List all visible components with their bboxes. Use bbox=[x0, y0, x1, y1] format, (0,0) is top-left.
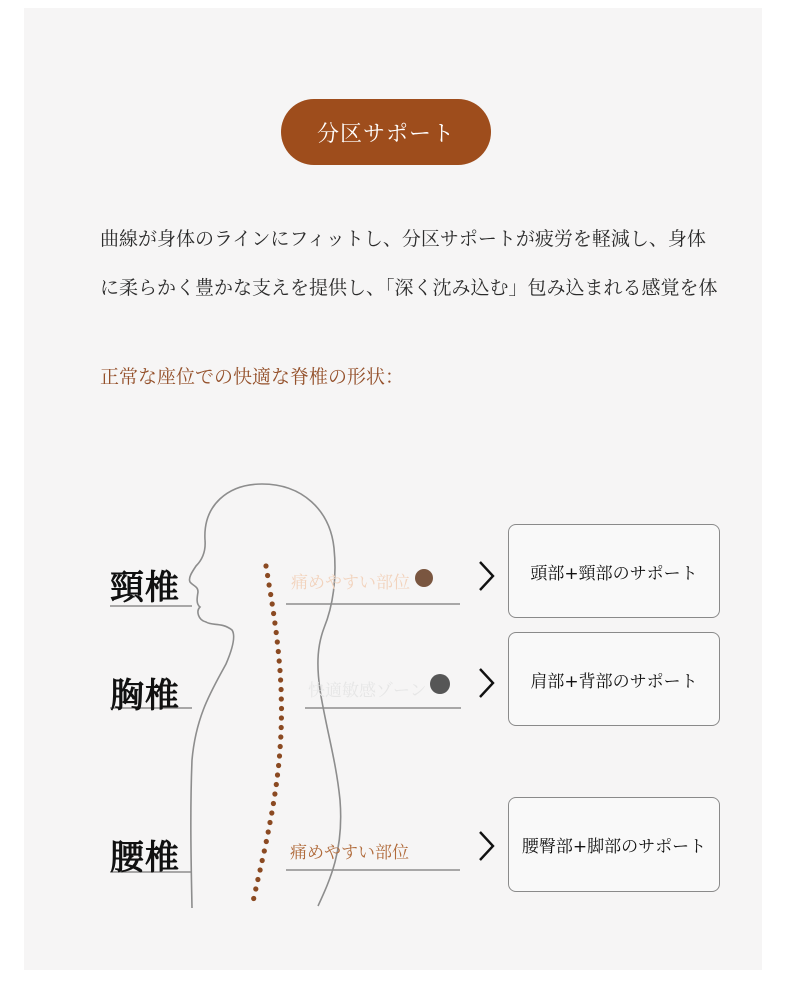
zone-support-badge: 分区サポート bbox=[281, 99, 491, 165]
spine-dot bbox=[253, 886, 258, 891]
chevron-right-icon bbox=[476, 830, 496, 862]
sensor-dot-icon bbox=[430, 674, 450, 694]
chevron-right-icon bbox=[476, 667, 496, 699]
chevron-right-icon bbox=[476, 560, 496, 592]
spine-dot bbox=[267, 820, 272, 825]
spine-dot bbox=[272, 791, 277, 796]
spine-dot bbox=[278, 734, 283, 739]
spine-dot bbox=[279, 687, 284, 692]
spine-dot bbox=[274, 782, 279, 787]
spine-dot bbox=[269, 810, 274, 815]
spine-shape-heading: 正常な座位での快適な脊椎の形状： bbox=[100, 366, 405, 388]
spine-dots bbox=[251, 563, 284, 901]
comfort-zone-note: 快適敏感ゾーン bbox=[308, 681, 427, 701]
sensor-dot-icon bbox=[415, 569, 433, 587]
spine-dot bbox=[277, 668, 282, 673]
spine-dot bbox=[279, 696, 284, 701]
spine-dot bbox=[270, 601, 275, 606]
spine-dot bbox=[268, 592, 273, 597]
spine-dot bbox=[264, 839, 269, 844]
spine-dot bbox=[277, 658, 282, 663]
spine-dot bbox=[251, 896, 256, 901]
description-line-2: に柔らかく豊かな支えを提供し、「深く沈み込む」包み込まれる感覚を体 bbox=[100, 277, 718, 299]
spine-dot bbox=[274, 630, 279, 635]
spine-dot bbox=[275, 639, 280, 644]
spine-dot bbox=[267, 582, 272, 587]
spine-dot bbox=[262, 848, 267, 853]
pain-prone-note: 痛めやすい部位 bbox=[290, 843, 409, 863]
lumbar-label: 腰椎 bbox=[110, 838, 180, 878]
spine-dot bbox=[276, 649, 281, 654]
spine-dot bbox=[266, 829, 271, 834]
spine-dot bbox=[278, 744, 283, 749]
shoulder-back-support-box: 肩部+背部のサポート bbox=[508, 632, 720, 726]
head-neck-support-box: 頭部+頸部のサポート bbox=[508, 524, 720, 618]
spine-dot bbox=[275, 772, 280, 777]
spine-dot bbox=[260, 858, 265, 863]
thoracic-label: 胸椎 bbox=[110, 676, 180, 716]
spine-dot bbox=[276, 763, 281, 768]
spine-dot bbox=[271, 611, 276, 616]
spine-dot bbox=[263, 563, 268, 568]
spine-dot bbox=[271, 801, 276, 806]
spine-dot bbox=[277, 753, 282, 758]
hip-leg-support-box: 腰臀部+脚部のサポート bbox=[508, 797, 720, 892]
description-line-1: 曲線が身体のラインにフィットし、分区サポートが疲労を軽減し、身体 bbox=[100, 228, 706, 250]
spine-dot bbox=[279, 706, 284, 711]
spine-dot bbox=[278, 677, 283, 682]
spine-dot bbox=[279, 725, 284, 730]
spine-dot bbox=[255, 877, 260, 882]
pain-prone-note: 痛めやすい部位 bbox=[291, 573, 410, 593]
cervical-label: 頸椎 bbox=[110, 568, 180, 608]
spine-dot bbox=[279, 715, 284, 720]
spine-dot bbox=[265, 573, 270, 578]
spine-dot bbox=[258, 867, 263, 872]
spine-dot bbox=[272, 620, 277, 625]
